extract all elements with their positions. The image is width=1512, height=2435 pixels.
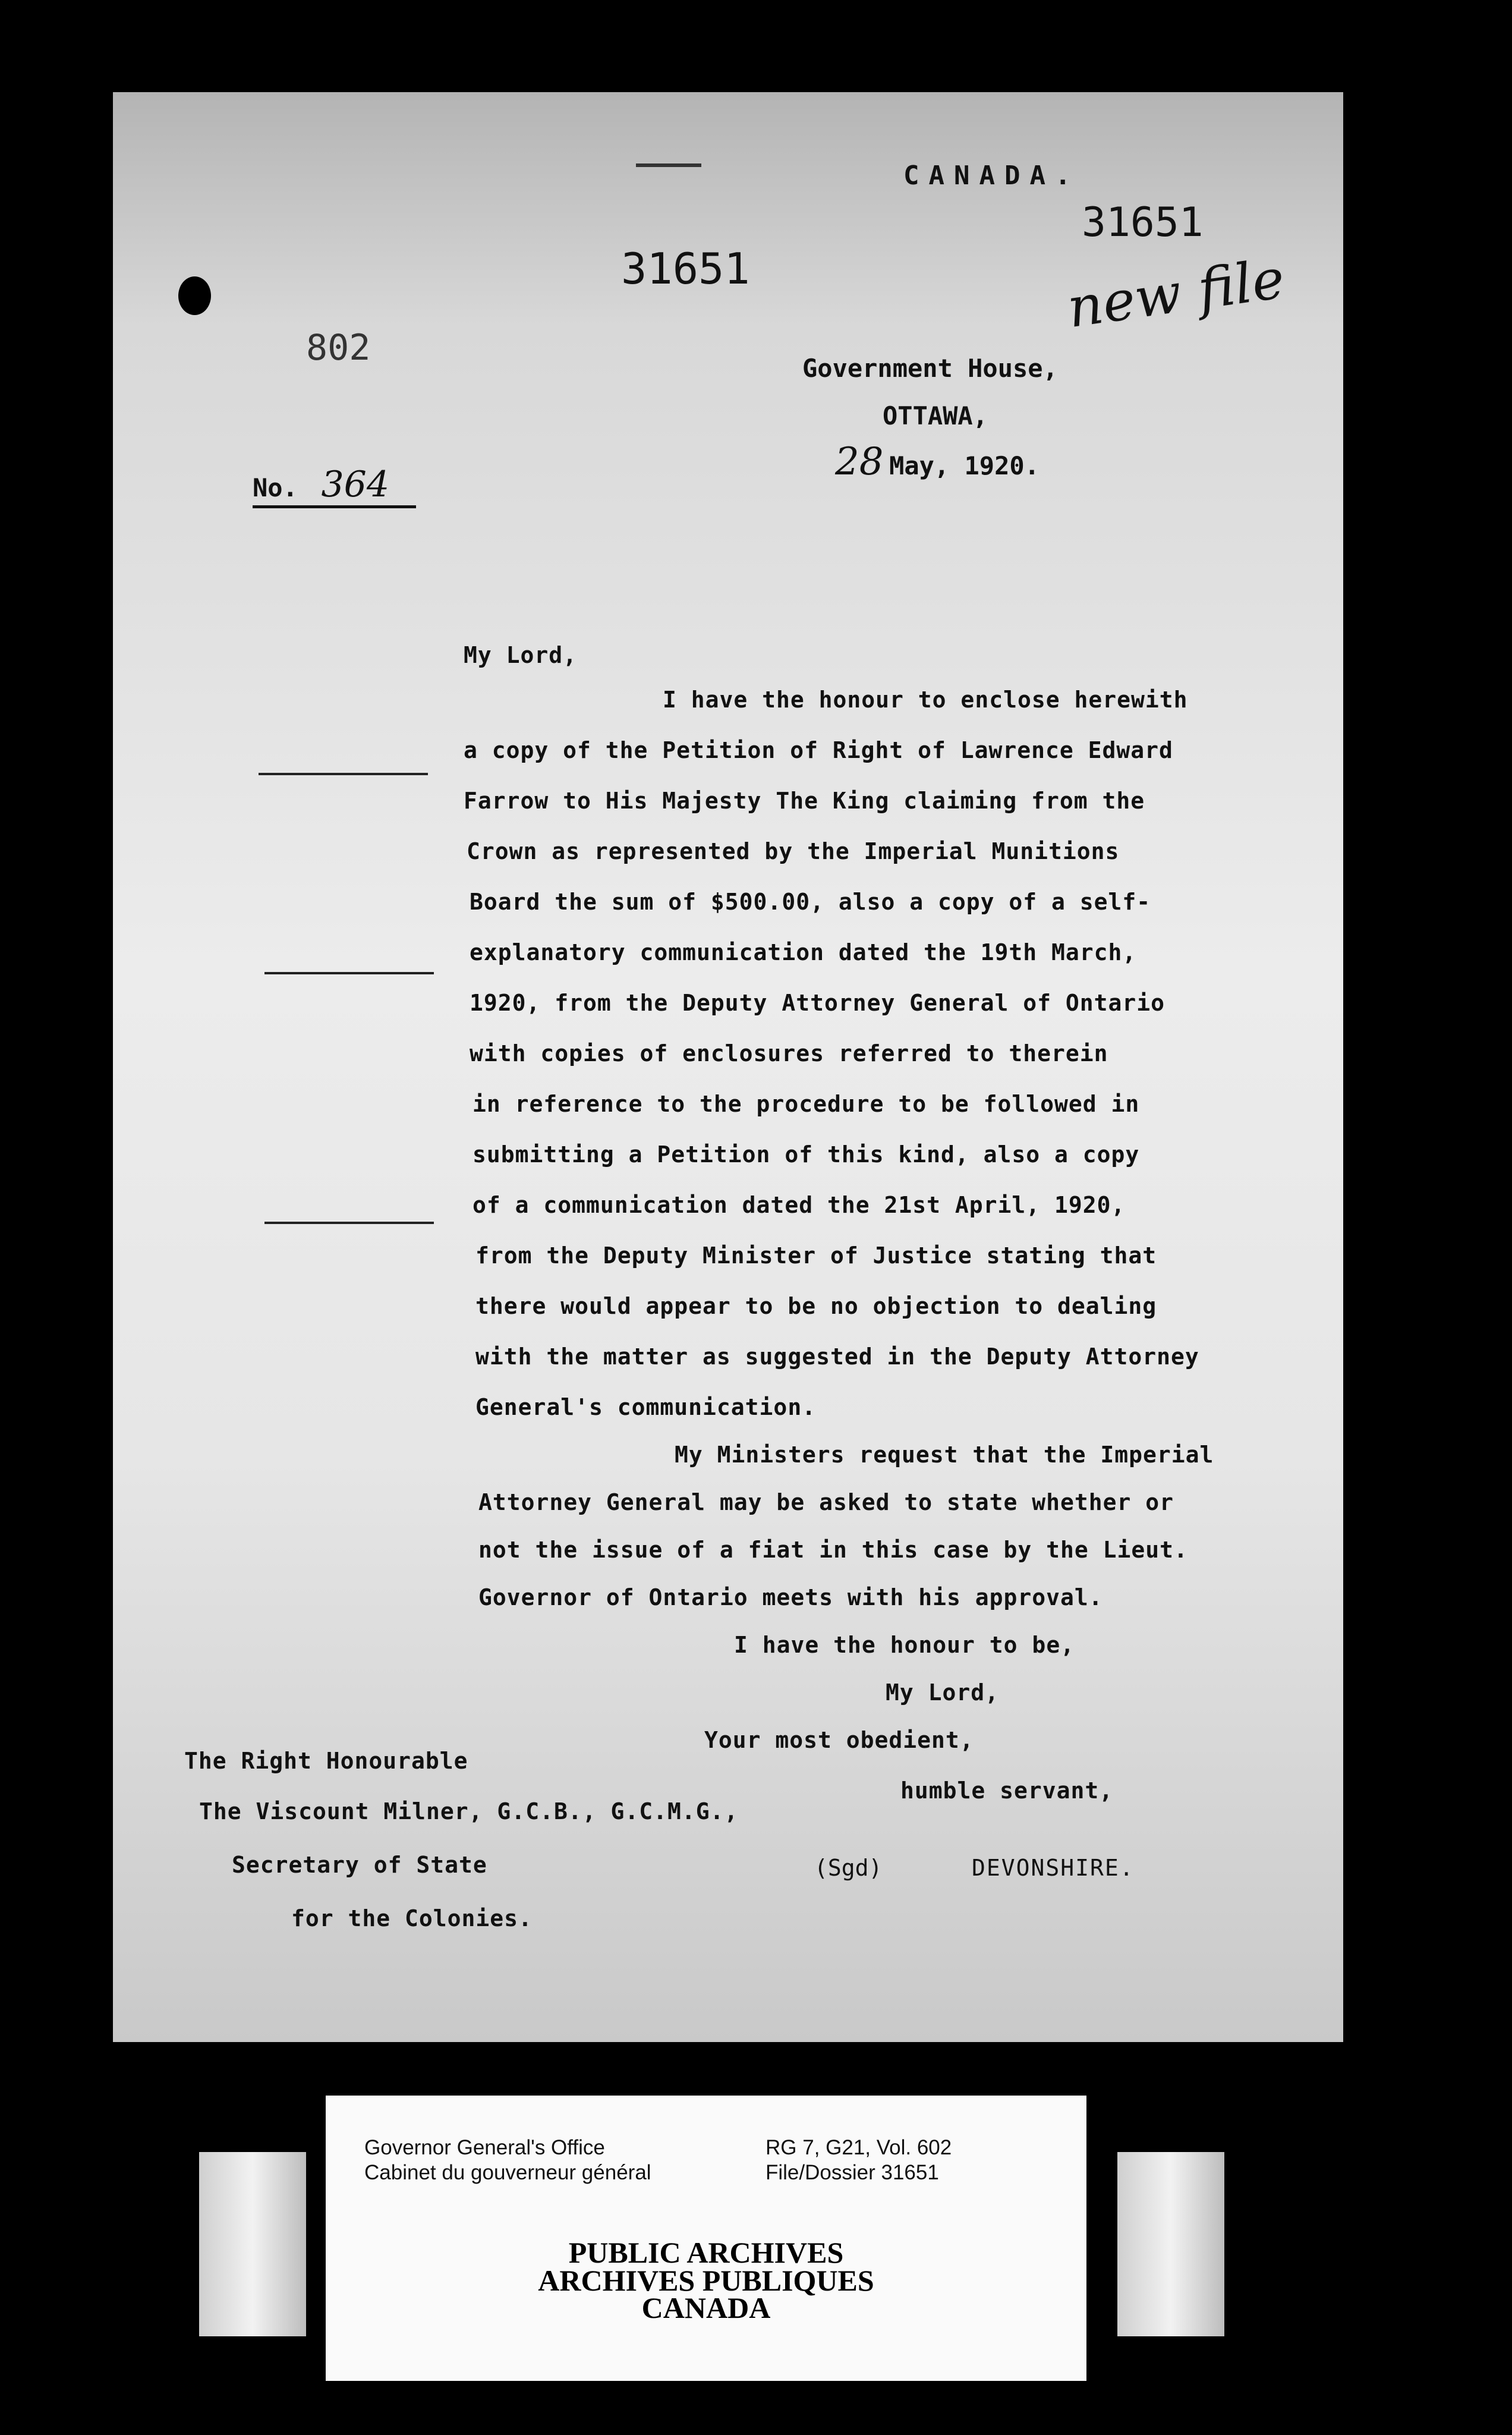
letter-page (113, 92, 1343, 2042)
page-ref-number: 802 (306, 327, 371, 369)
office-english: Governor General's Office (364, 2136, 605, 2159)
addressee-line: The Viscount Milner, G.C.B., G.C.M.G., (199, 1798, 739, 1824)
body-line: with the matter as suggested in the Deputy Attorney (475, 1344, 1199, 1370)
body-line: Governor of Ontario meets with his approval. (478, 1584, 1103, 1610)
closing-line: Your most obedient, (704, 1727, 974, 1753)
margin-mark-3 (264, 1222, 434, 1224)
body-line: My Ministers request that the Imperial (675, 1442, 1214, 1468)
archive-label (326, 2096, 1086, 2381)
office-line: Government House, (802, 354, 1058, 383)
body-line: there would appear to be no objection to dealing (475, 1293, 1157, 1319)
file-stamp-center: 31651 (621, 244, 750, 294)
number-value: 364 (321, 464, 390, 505)
archives-line-3: CANADA (641, 2291, 771, 2324)
country-heading: CANADA. (903, 161, 1081, 191)
signature-prefix: (Sgd) (814, 1855, 883, 1881)
addressee-line: for the Colonies. (291, 1905, 533, 1931)
top-mark (636, 163, 701, 167)
date-day: 28 (835, 440, 884, 484)
body-line: Attorney General may be asked to state whether or (478, 1489, 1174, 1515)
date-line (835, 440, 1040, 484)
file-stamp-right: 31651 (1082, 199, 1204, 246)
body-line: with copies of enclosures referred to therein (470, 1040, 1108, 1067)
body-line: Board the sum of $500.00, also a copy of a self- (470, 889, 1151, 915)
date-rest: May, 1920. (889, 451, 1040, 480)
body-line: from the Deputy Minister of Justice stating that (475, 1242, 1157, 1269)
margin-mark-1 (259, 773, 428, 775)
binder-clip-right (1117, 2152, 1224, 2336)
salutation: My Lord, (464, 642, 578, 668)
punch-mark (178, 276, 211, 315)
body-line: Crown as represented by the Imperial Munitions (467, 838, 1120, 864)
body-line: explanatory communication dated the 19th March, (470, 939, 1137, 965)
body-line: submitting a Petition of this kind, also a copy (472, 1141, 1140, 1168)
closing-line: My Lord, (886, 1679, 1000, 1706)
archives-line-1: PUBLIC ARCHIVES (568, 2236, 844, 2269)
handwritten-note: new file (1063, 246, 1289, 341)
addressee-line: Secretary of State (232, 1852, 487, 1878)
office-french: Cabinet du gouverneur général (364, 2161, 651, 2184)
archives-line-2: ARCHIVES PUBLIQUES (538, 2264, 874, 2297)
addressee-line: The Right Honourable (184, 1748, 468, 1774)
body-line: of a communication dated the 21st April, 1920, (472, 1192, 1126, 1218)
closing-line: I have the honour to be, (734, 1632, 1075, 1658)
archive-reference: RG 7, G21, Vol. 602 (766, 2136, 952, 2159)
body-line: General's communication. (475, 1394, 817, 1420)
number-label: No. (253, 473, 298, 502)
signature: DEVONSHIRE. (972, 1855, 1135, 1881)
body-line: 1920, from the Deputy Attorney General of Ontario (470, 990, 1166, 1016)
margin-mark-2 (264, 972, 434, 974)
archive-file: File/Dossier 31651 (766, 2161, 939, 2184)
city-line: OTTAWA, (883, 401, 988, 430)
letter-number (253, 464, 416, 508)
body-line: I have the honour to enclose herewith (663, 687, 1188, 713)
body-line: in reference to the procedure to be followed in (472, 1091, 1140, 1117)
binder-clip-left (199, 2152, 306, 2336)
closing-line: humble servant, (900, 1778, 1114, 1804)
body-line: Farrow to His Majesty The King claiming from the (464, 788, 1145, 814)
body-line: not the issue of a fiat in this case by the Lieut. (478, 1537, 1188, 1563)
body-line: a copy of the Petition of Right of Lawrence Edward (464, 737, 1173, 763)
